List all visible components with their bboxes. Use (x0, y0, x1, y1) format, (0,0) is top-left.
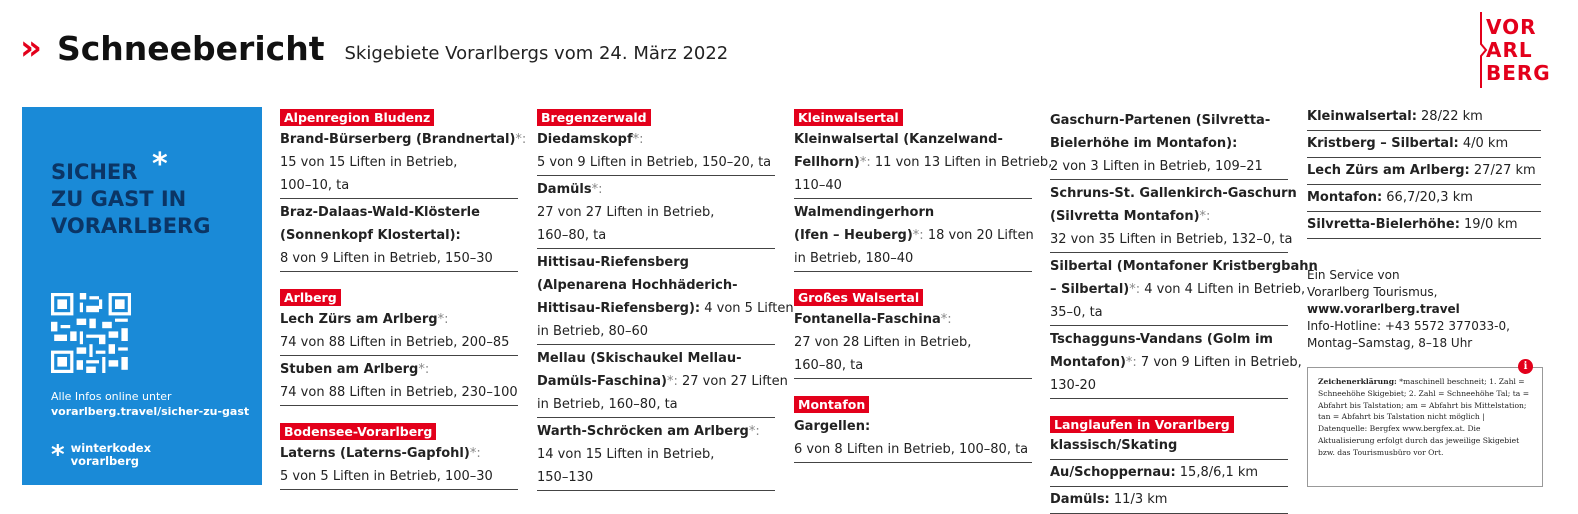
resort-line (280, 381, 518, 404)
resort-line (537, 466, 775, 489)
resort-line (1050, 351, 1302, 374)
snowmaking-mark: *: (469, 446, 481, 461)
resort-line (280, 224, 518, 247)
resort-line (1050, 374, 1288, 397)
trail-value: 4/0 km (1458, 136, 1509, 151)
qr-code[interactable] (51, 293, 131, 373)
logo-line: ARL (1486, 38, 1533, 62)
resort-entry (537, 345, 788, 418)
resort-status: 27 von 28 Liften in Betrieb, (794, 335, 972, 350)
page-title: Schneebericht (56, 28, 325, 68)
resort-status: 100–10, ta (280, 178, 350, 193)
region-list (280, 126, 527, 272)
resort-status: 11 von 13 Liften in Betrieb, (870, 155, 1053, 170)
resort-status: 6 von 8 Liften in Betrieb, 100–80, ta (794, 442, 1029, 457)
region-list (794, 306, 1032, 379)
promo-box (22, 107, 262, 485)
header (20, 20, 728, 76)
resort-name: (Ifen – Heuberg) (794, 228, 913, 243)
resort-line (794, 128, 1032, 151)
snowmaking-mark: *: (632, 132, 644, 147)
legend-title: Zeichenerklärung: (1318, 377, 1397, 386)
resort-name: Fellhorn) (794, 155, 860, 170)
resort-line (280, 151, 518, 174)
resort-name: – Silbertal) (1050, 282, 1130, 297)
resort-entry (537, 418, 775, 491)
trail-name: Kristberg – Silbertal: (1307, 136, 1459, 151)
resort-status: in Betrieb, 160–80, ta (537, 397, 678, 412)
resort-line (794, 201, 1032, 224)
legend-text (1318, 376, 1536, 459)
column-2 (537, 107, 794, 491)
service-url[interactable]: www.vorarlberg.travel (1307, 302, 1460, 316)
promo-infos-label: Alle Infos online unter (51, 390, 172, 403)
resort-line (537, 370, 788, 393)
snowmaking-mark: *: (748, 424, 760, 439)
resort-status: in Betrieb, 80–60 (537, 324, 649, 339)
snowmaking-mark: *: (591, 182, 603, 197)
logo-line: BERG (1486, 61, 1551, 85)
resort-line (1050, 328, 1288, 351)
snowmaking-mark: *: (515, 132, 527, 147)
resort-line (794, 151, 1053, 174)
resort-name: Laterns (Laterns-Gapfohl) (280, 446, 470, 461)
column-5 (1307, 104, 1541, 352)
trail-stat (1050, 460, 1288, 487)
service-info (1307, 267, 1541, 352)
resort-entry (537, 126, 775, 176)
snowmaking-mark: *: (912, 228, 924, 243)
promo-line: SICHER (51, 160, 138, 184)
trail-value: 28/22 km (1416, 109, 1483, 124)
promo-infos-link[interactable]: vorarlberg.travel/sicher-zu-gast (51, 405, 250, 418)
resort-name: (Alpenarena Hochhäderich- (537, 278, 738, 293)
service-hotline: Info-Hotline: +43 5572 377033-0, (1307, 319, 1510, 333)
resort-line (794, 247, 1032, 270)
region-tag: Montafon (794, 396, 869, 413)
resort-name: Gaschurn-Partenen (Silvretta- (1050, 113, 1271, 128)
winterkodex-star-icon: * (51, 440, 65, 470)
snowmaking-mark: *: (1129, 282, 1141, 297)
asterisk-star-icon: * (152, 147, 168, 182)
resort-line (1050, 301, 1288, 324)
logo-line: VOR (1486, 15, 1537, 39)
trail-stat (1307, 158, 1541, 185)
resort-status: 14 von 15 Liften in Betrieb, (537, 447, 715, 462)
resort-status: in Betrieb, 180–40 (794, 251, 914, 266)
resort-status: 27 von 27 Liften in Betrieb, (537, 205, 715, 220)
legend-body: *maschinell beschneit; 1. Zahl = Schneehöhe Skigebiet; 2. Zahl = Schneehöhe Tal; ta = Abfahrt bis Talstation; am = Abfahrt bis Mittelstation; tan = Abfahrt bis Talstation nicht möglich | Datenquelle: Bergfex www.bergfex.at. Die Aktualisierung erfolgt durch das jeweilige Skigebiet bzw. das Tourismusbüro vor Ort. (1318, 377, 1530, 457)
resort-status: 8 von 9 Liften in Betrieb, 150–30 (280, 251, 493, 266)
resort-line (537, 224, 775, 247)
resort-entry (794, 126, 1053, 199)
trail-value: 27/27 km (1469, 163, 1536, 178)
resort-name: Kleinwalsertal (Kanzelwand- (794, 132, 1003, 147)
region-list (537, 126, 794, 491)
resort-line (794, 415, 1032, 438)
resort-entry (794, 306, 1032, 379)
region-list (1050, 107, 1318, 399)
region-tag: Bodensee-Vorarlberg (280, 423, 436, 440)
resort-name: Damüls (537, 182, 592, 197)
region-tag: Bregenzerwald (537, 109, 651, 126)
service-line: Vorarlberg Tourismus, (1307, 285, 1438, 299)
resort-entry (537, 249, 794, 345)
resort-entry (280, 440, 518, 490)
resort-line (280, 331, 518, 354)
resort-entry (1050, 180, 1297, 253)
resort-name: Schruns-St. Gallenkirch-Gaschurn (1050, 186, 1297, 201)
resort-name: Lech Zürs am Arlberg (280, 312, 438, 327)
resort-entry (280, 199, 518, 272)
region-list (280, 306, 518, 406)
resort-status: 18 von 20 Liften (923, 228, 1034, 243)
trail-name: Silvretta-Bielerhöhe: (1307, 217, 1460, 232)
resort-status: 160–80, ta (537, 228, 607, 243)
trail-value: 15,8/6,1 km (1175, 465, 1259, 480)
resort-status: 2 von 3 Liften in Betrieb, 109–21 (1050, 159, 1263, 174)
stats-list (1307, 104, 1541, 239)
resort-status: 160–80, ta (794, 358, 864, 373)
logo-wordmark (1486, 16, 1551, 85)
resort-line (1050, 182, 1297, 205)
page-subtitle: Skigebiete Vorarlbergs vom 24. März 2022 (344, 42, 729, 64)
resort-status: 74 von 88 Liften in Betrieb, 200–85 (280, 335, 510, 350)
snowmaking-mark: *: (666, 374, 678, 389)
langlaufen-subtitle: klassisch/Skating (1050, 433, 1288, 460)
resort-entry (1050, 326, 1302, 399)
resort-line (794, 331, 1032, 354)
resort-line (537, 251, 775, 274)
resort-name: Brand-Bürserberg (Brandnertal) (280, 132, 516, 147)
resort-name: Walmendingerhorn (794, 205, 935, 220)
resort-status: 150–130 (537, 470, 594, 485)
resort-status: 32 von 35 Liften in Betrieb, 132–0, ta (1050, 232, 1293, 247)
resort-line (280, 358, 518, 381)
resort-line (537, 151, 775, 174)
resort-name: Diedamskopf (537, 132, 633, 147)
resort-entry (280, 306, 518, 356)
trail-name: Damüls: (1050, 492, 1110, 507)
resort-status: 27 von 27 Liften (677, 374, 788, 389)
stats-list (1050, 460, 1288, 514)
trail-name: Kleinwalsertal: (1307, 109, 1417, 124)
resort-name: Damüls-Faschina) (537, 374, 667, 389)
resort-entry (537, 176, 775, 249)
region-tag: Arlberg (280, 289, 341, 306)
resort-status: 74 von 88 Liften in Betrieb, 230–100 (280, 385, 518, 400)
resort-line (537, 178, 775, 201)
region-tag: Kleinwalsertal (794, 109, 903, 126)
resort-line (537, 128, 775, 151)
snowmaking-mark: *: (859, 155, 871, 170)
trail-name: Montafon: (1307, 190, 1383, 205)
resort-line (1050, 155, 1288, 178)
resort-line (794, 224, 1032, 247)
service-line: Ein Service von (1307, 268, 1400, 282)
resort-line (280, 174, 518, 197)
resort-name: Stuben am Arlberg (280, 362, 419, 377)
resort-line (537, 347, 775, 370)
resort-line (537, 320, 775, 343)
resort-entry (280, 126, 527, 199)
trail-name: Lech Zürs am Arlberg: (1307, 163, 1470, 178)
resort-line (537, 201, 775, 224)
resort-name: (Silvretta Montafon) (1050, 209, 1200, 224)
resort-line (280, 308, 518, 331)
resort-line (1050, 205, 1288, 228)
resort-entry (794, 413, 1032, 463)
resort-name: (Sonnenkopf Klostertal): (280, 228, 461, 243)
resort-entry (1050, 107, 1288, 180)
resort-line (537, 297, 794, 320)
resort-status: 4 von 4 Liften in Betrieb, (1140, 282, 1306, 297)
column-3 (794, 107, 1053, 463)
resort-line (537, 443, 775, 466)
resort-line (1050, 228, 1293, 251)
resort-entry (280, 356, 518, 406)
vorarlberg-logo (1478, 12, 1568, 90)
resort-line (280, 201, 518, 224)
snowmaking-mark: *: (418, 362, 430, 377)
resort-name: Mellau (Skischaukel Mellau- (537, 351, 742, 366)
resort-line (280, 128, 527, 151)
resort-line (794, 438, 1032, 461)
promo-line: ZU GAST IN (51, 187, 187, 211)
resort-line (280, 247, 518, 270)
region-list (280, 440, 518, 490)
trail-stat (1050, 487, 1288, 514)
resort-line (794, 308, 1032, 331)
resort-status: 7 von 9 Liften in Betrieb, (1136, 355, 1302, 370)
resort-name: Hittisau-Riefensberg): (537, 301, 701, 316)
chevrons-icon: » (20, 28, 33, 68)
resort-name: Braz-Dalaas-Wald-Klösterle (280, 205, 480, 220)
promo-infos (51, 389, 249, 419)
winterkodex-line: vorarlberg (70, 454, 139, 468)
region-tag: Großes Walsertal (794, 289, 923, 306)
resort-status: 110–40 (794, 178, 842, 193)
resort-line (1050, 132, 1288, 155)
resort-line (537, 274, 775, 297)
resort-line (537, 393, 775, 416)
promo-headline (51, 159, 210, 240)
column-1 (280, 107, 527, 490)
snowmaking-mark: *: (1125, 355, 1137, 370)
trail-value: 19/0 km (1459, 217, 1518, 232)
resort-line (794, 174, 1032, 197)
resort-line (1050, 109, 1288, 132)
resort-line (537, 420, 775, 443)
resort-line (280, 465, 518, 488)
trail-stat (1307, 212, 1541, 239)
snowmaking-mark: *: (1199, 209, 1211, 224)
resort-status: 130-20 (1050, 378, 1097, 393)
resort-name: Gargellen: (794, 419, 871, 434)
resort-status: 4 von 5 Liften (700, 301, 794, 316)
winterkodex-logo (51, 440, 151, 470)
info-icon: i (1518, 359, 1533, 374)
region-list (794, 413, 1032, 463)
resort-line (280, 442, 518, 465)
resort-name: Montafon) (1050, 355, 1126, 370)
trail-value: 11/3 km (1109, 492, 1168, 507)
resort-name: Warth-Schröcken am Arlberg (537, 424, 749, 439)
resort-name: Tschagguns-Vandans (Golm im (1050, 332, 1273, 347)
resort-name: Bielerhöhe im Montafon): (1050, 136, 1238, 151)
snowmaking-mark: *: (437, 312, 449, 327)
winterkodex-line: winterkodex (70, 441, 152, 455)
region-list (794, 126, 1053, 272)
resort-line (794, 354, 1032, 377)
resort-line (1050, 255, 1318, 278)
trail-name: Au/Schoppernau: (1050, 465, 1176, 480)
resort-status: 35–0, ta (1050, 305, 1103, 320)
resort-name: Silbertal (Montafoner Kristbergbahn (1050, 259, 1318, 274)
resort-entry (1050, 253, 1318, 326)
region-tag: Langlaufen in Vorarlberg (1050, 416, 1234, 433)
snowmaking-mark: *: (940, 312, 952, 327)
resort-status: 5 von 9 Liften in Betrieb, 150–20, ta (537, 155, 772, 170)
region-tag: Alpenregion Bludenz (280, 109, 434, 126)
resort-name: Hittisau-Riefensberg (537, 255, 689, 270)
promo-line: VORARLBERG (51, 214, 211, 238)
resort-line (1050, 278, 1306, 301)
service-hours: Montag–Samstag, 8–18 Uhr (1307, 336, 1473, 350)
resort-status: 15 von 15 Liften in Betrieb, (280, 155, 458, 170)
resort-entry (794, 199, 1032, 272)
trail-stat (1307, 185, 1541, 212)
trail-stat (1307, 104, 1541, 131)
column-4 (1050, 107, 1318, 514)
winterkodex-text (71, 442, 151, 468)
resort-status: 5 von 5 Liften in Betrieb, 100–30 (280, 469, 493, 484)
resort-name: Fontanella-Faschina (794, 312, 941, 327)
trail-stat (1307, 131, 1541, 158)
trail-value: 66,7/20,3 km (1382, 190, 1473, 205)
